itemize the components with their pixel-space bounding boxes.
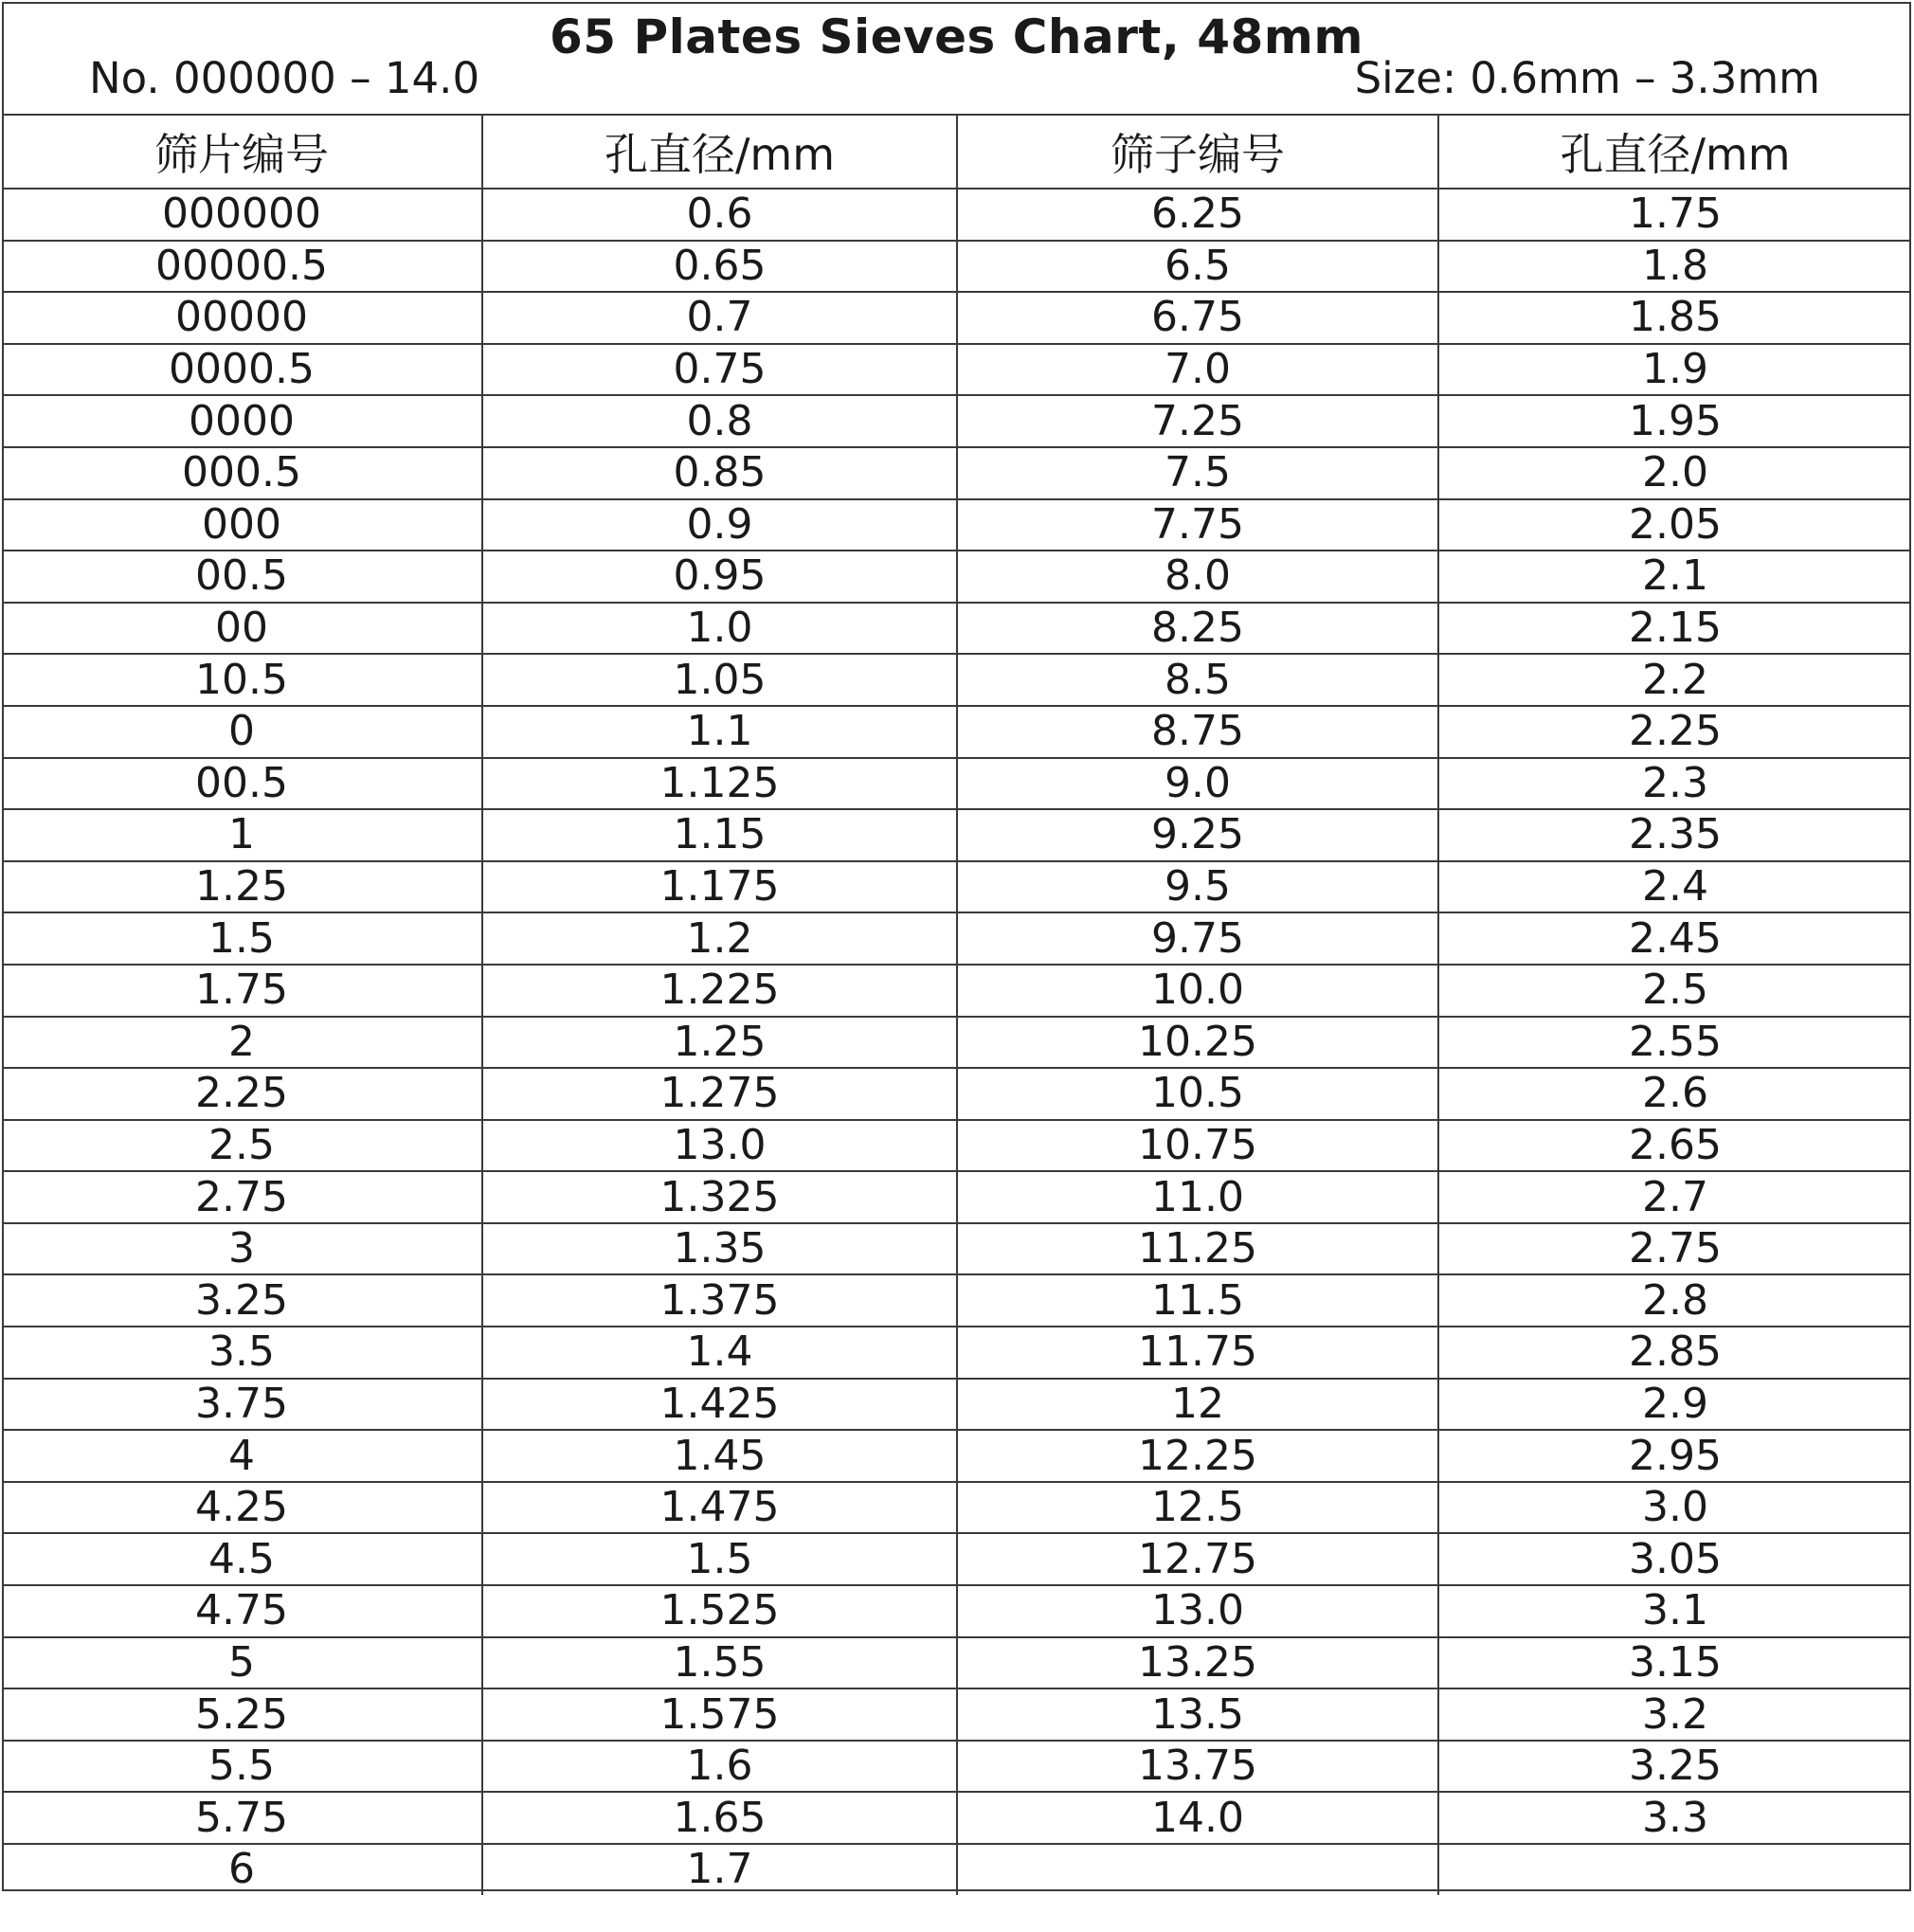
cell-hole-diameter-2: 3.25 [1438,1741,1911,1793]
cell-hole-diameter: 1.65 [482,1792,957,1844]
cell-sieve-number: 13.75 [957,1741,1438,1793]
cell-plate-number: 0 [2,706,482,758]
cell-sieve-number [957,1844,1438,1895]
cell-sieve-number: 8.0 [957,551,1438,603]
cell-sieve-number: 13.0 [957,1585,1438,1637]
table-row [2,1741,1911,1793]
cell-sieve-number: 7.0 [957,344,1438,396]
cell-plate-number: 1.25 [2,861,482,913]
table-row [2,189,1911,241]
cell-hole-diameter: 0.8 [482,395,957,447]
cell-plate-number: 0000 [2,395,482,447]
cell-sieve-number: 11.75 [957,1327,1438,1379]
cell-hole-diameter: 1.0 [482,603,957,655]
table-row [2,499,1911,551]
table-row [2,395,1911,447]
cell-sieve-number: 11.0 [957,1171,1438,1223]
table-row [2,809,1911,861]
cell-hole-diameter-2: 2.65 [1438,1120,1911,1172]
cell-hole-diameter-2: 2.8 [1438,1274,1911,1327]
cell-sieve-number: 12.25 [957,1430,1438,1482]
cell-hole-diameter: 1.1 [482,706,957,758]
cell-hole-diameter-2: 2.95 [1438,1430,1911,1482]
table-row [2,292,1911,344]
cell-hole-diameter: 1.35 [482,1223,957,1275]
cell-hole-diameter: 1.05 [482,654,957,706]
table-row [2,758,1911,810]
table-row [2,861,1911,913]
table-row [2,447,1911,499]
cell-hole-diameter: 13.0 [482,1120,957,1172]
cell-hole-diameter-2: 2.05 [1438,499,1911,551]
cell-hole-diameter: 1.45 [482,1430,957,1482]
chart-title: 65 Plates Sieves Chart, 48mm [550,9,1363,64]
table-row [2,1792,1911,1844]
table-row [2,1068,1911,1120]
cell-plate-number: 00000.5 [2,241,482,293]
cell-hole-diameter: 1.325 [482,1171,957,1223]
table-row [2,1120,1911,1172]
cell-hole-diameter: 0.65 [482,241,957,293]
cell-plate-number: 2.5 [2,1120,482,1172]
table-header-row [2,116,1911,189]
cell-sieve-number: 13.25 [957,1637,1438,1689]
cell-sieve-number: 13.5 [957,1688,1438,1741]
column-header-sieve-number: 筛子编号 [957,116,1438,189]
cell-hole-diameter-2: 2.25 [1438,706,1911,758]
cell-plate-number: 00.5 [2,551,482,603]
cell-sieve-number: 9.0 [957,758,1438,810]
cell-hole-diameter-2: 2.0 [1438,447,1911,499]
cell-hole-diameter: 0.7 [482,292,957,344]
cell-hole-diameter-2: 2.9 [1438,1379,1911,1431]
table-row [2,1688,1911,1741]
cell-sieve-number: 8.25 [957,603,1438,655]
cell-hole-diameter: 1.7 [482,1844,957,1895]
cell-hole-diameter-2 [1438,1844,1911,1895]
cell-hole-diameter: 1.525 [482,1585,957,1637]
chart-header [2,2,1911,116]
cell-plate-number: 0000.5 [2,344,482,396]
table-row [2,1637,1911,1689]
table-row [2,654,1911,706]
cell-hole-diameter-2: 1.85 [1438,292,1911,344]
table-row [2,706,1911,758]
cell-plate-number: 2.75 [2,1171,482,1223]
cell-hole-diameter: 0.9 [482,499,957,551]
cell-plate-number: 2 [2,1017,482,1069]
cell-sieve-number: 10.0 [957,965,1438,1017]
table-row [2,1585,1911,1637]
cell-plate-number: 2.25 [2,1068,482,1120]
cell-plate-number: 5.25 [2,1688,482,1741]
table-row [2,965,1911,1017]
cell-plate-number: 5.5 [2,1741,482,1793]
cell-hole-diameter-2: 3.2 [1438,1688,1911,1741]
cell-plate-number: 3.25 [2,1274,482,1327]
cell-plate-number: 3.5 [2,1327,482,1379]
table-row [2,912,1911,965]
cell-hole-diameter: 1.175 [482,861,957,913]
table-row [2,344,1911,396]
cell-plate-number: 5.75 [2,1792,482,1844]
cell-plate-number: 1 [2,809,482,861]
cell-plate-number: 00000 [2,292,482,344]
cell-sieve-number: 7.75 [957,499,1438,551]
cell-hole-diameter: 0.95 [482,551,957,603]
cell-plate-number: 6 [2,1844,482,1895]
cell-hole-diameter-2: 2.35 [1438,809,1911,861]
cell-hole-diameter: 0.6 [482,189,957,241]
cell-sieve-number: 9.75 [957,912,1438,965]
cell-sieve-number: 6.5 [957,241,1438,293]
cell-hole-diameter-2: 2.4 [1438,861,1911,913]
cell-hole-diameter: 1.125 [482,758,957,810]
cell-plate-number: 00.5 [2,758,482,810]
cell-hole-diameter-2: 1.9 [1438,344,1911,396]
cell-hole-diameter: 1.15 [482,809,957,861]
cell-hole-diameter: 1.375 [482,1274,957,1327]
cell-hole-diameter: 1.575 [482,1688,957,1741]
cell-plate-number: 3.75 [2,1379,482,1431]
cell-sieve-number: 7.5 [957,447,1438,499]
cell-hole-diameter-2: 2.85 [1438,1327,1911,1379]
cell-sieve-number: 6.25 [957,189,1438,241]
cell-hole-diameter: 1.6 [482,1741,957,1793]
cell-hole-diameter: 0.85 [482,447,957,499]
cell-hole-diameter: 0.75 [482,344,957,396]
cell-plate-number: 00 [2,603,482,655]
cell-hole-diameter: 1.5 [482,1533,957,1585]
cell-hole-diameter-2: 1.8 [1438,241,1911,293]
cell-sieve-number: 7.25 [957,395,1438,447]
table-row [2,1379,1911,1431]
cell-hole-diameter-2: 2.2 [1438,654,1911,706]
cell-sieve-number: 10.25 [957,1017,1438,1069]
cell-hole-diameter-2: 3.0 [1438,1482,1911,1534]
table-row [2,1430,1911,1482]
table-body [2,189,1911,1895]
cell-sieve-number: 10.5 [957,1068,1438,1120]
cell-hole-diameter-2: 2.75 [1438,1223,1911,1275]
cell-hole-diameter-2: 2.6 [1438,1068,1911,1120]
cell-hole-diameter-2: 1.95 [1438,395,1911,447]
cell-plate-number: 5 [2,1637,482,1689]
table-row [2,1482,1911,1534]
cell-hole-diameter-2: 2.7 [1438,1171,1911,1223]
table-row [2,1274,1911,1327]
cell-hole-diameter: 1.275 [482,1068,957,1120]
column-header-hole-diameter-2: 孔直径/mm [1438,116,1911,189]
cell-hole-diameter: 1.425 [482,1379,957,1431]
size-range: Size: 0.6mm – 3.3mm [1354,53,1820,103]
cell-sieve-number: 12.5 [957,1482,1438,1534]
cell-sieve-number: 14.0 [957,1792,1438,1844]
table-row [2,1223,1911,1275]
table-row [2,1017,1911,1069]
cell-sieve-number: 10.75 [957,1120,1438,1172]
cell-plate-number: 4 [2,1430,482,1482]
cell-hole-diameter-2: 2.15 [1438,603,1911,655]
cell-hole-diameter-2: 1.75 [1438,189,1911,241]
cell-hole-diameter-2: 2.3 [1438,758,1911,810]
cell-hole-diameter: 1.225 [482,965,957,1017]
cell-plate-number: 000 [2,499,482,551]
sieve-table [2,116,1911,1895]
cell-plate-number: 3 [2,1223,482,1275]
cell-hole-diameter-2: 2.1 [1438,551,1911,603]
cell-hole-diameter-2: 2.55 [1438,1017,1911,1069]
cell-plate-number: 4.5 [2,1533,482,1585]
cell-sieve-number: 9.25 [957,809,1438,861]
cell-sieve-number: 8.75 [957,706,1438,758]
table-row [2,1533,1911,1585]
table-row [2,241,1911,293]
table-row [2,1327,1911,1379]
cell-plate-number: 1.5 [2,912,482,965]
cell-sieve-number: 12 [957,1379,1438,1431]
cell-sieve-number: 12.75 [957,1533,1438,1585]
column-header-hole-diameter: 孔直径/mm [482,116,957,189]
cell-sieve-number: 11.25 [957,1223,1438,1275]
cell-sieve-number: 6.75 [957,292,1438,344]
table-row [2,551,1911,603]
cell-sieve-number: 11.5 [957,1274,1438,1327]
table-row [2,1844,1911,1895]
cell-hole-diameter-2: 3.3 [1438,1792,1911,1844]
cell-sieve-number: 9.5 [957,861,1438,913]
cell-plate-number: 1.75 [2,965,482,1017]
cell-hole-diameter-2: 3.15 [1438,1637,1911,1689]
cell-plate-number: 10.5 [2,654,482,706]
cell-hole-diameter: 1.475 [482,1482,957,1534]
table-row [2,603,1911,655]
cell-hole-diameter: 1.55 [482,1637,957,1689]
cell-hole-diameter-2: 2.5 [1438,965,1911,1017]
cell-plate-number: 000.5 [2,447,482,499]
cell-hole-diameter-2: 3.05 [1438,1533,1911,1585]
cell-plate-number: 000000 [2,189,482,241]
cell-hole-diameter-2: 3.1 [1438,1585,1911,1637]
cell-sieve-number: 8.5 [957,654,1438,706]
column-header-plate-number: 筛片编号 [2,116,482,189]
number-range: No. 000000 – 14.0 [89,53,480,103]
cell-hole-diameter-2: 2.45 [1438,912,1911,965]
cell-plate-number: 4.75 [2,1585,482,1637]
cell-hole-diameter: 1.25 [482,1017,957,1069]
table-row [2,1171,1911,1223]
cell-hole-diameter: 1.4 [482,1327,957,1379]
cell-plate-number: 4.25 [2,1482,482,1534]
cell-hole-diameter: 1.2 [482,912,957,965]
